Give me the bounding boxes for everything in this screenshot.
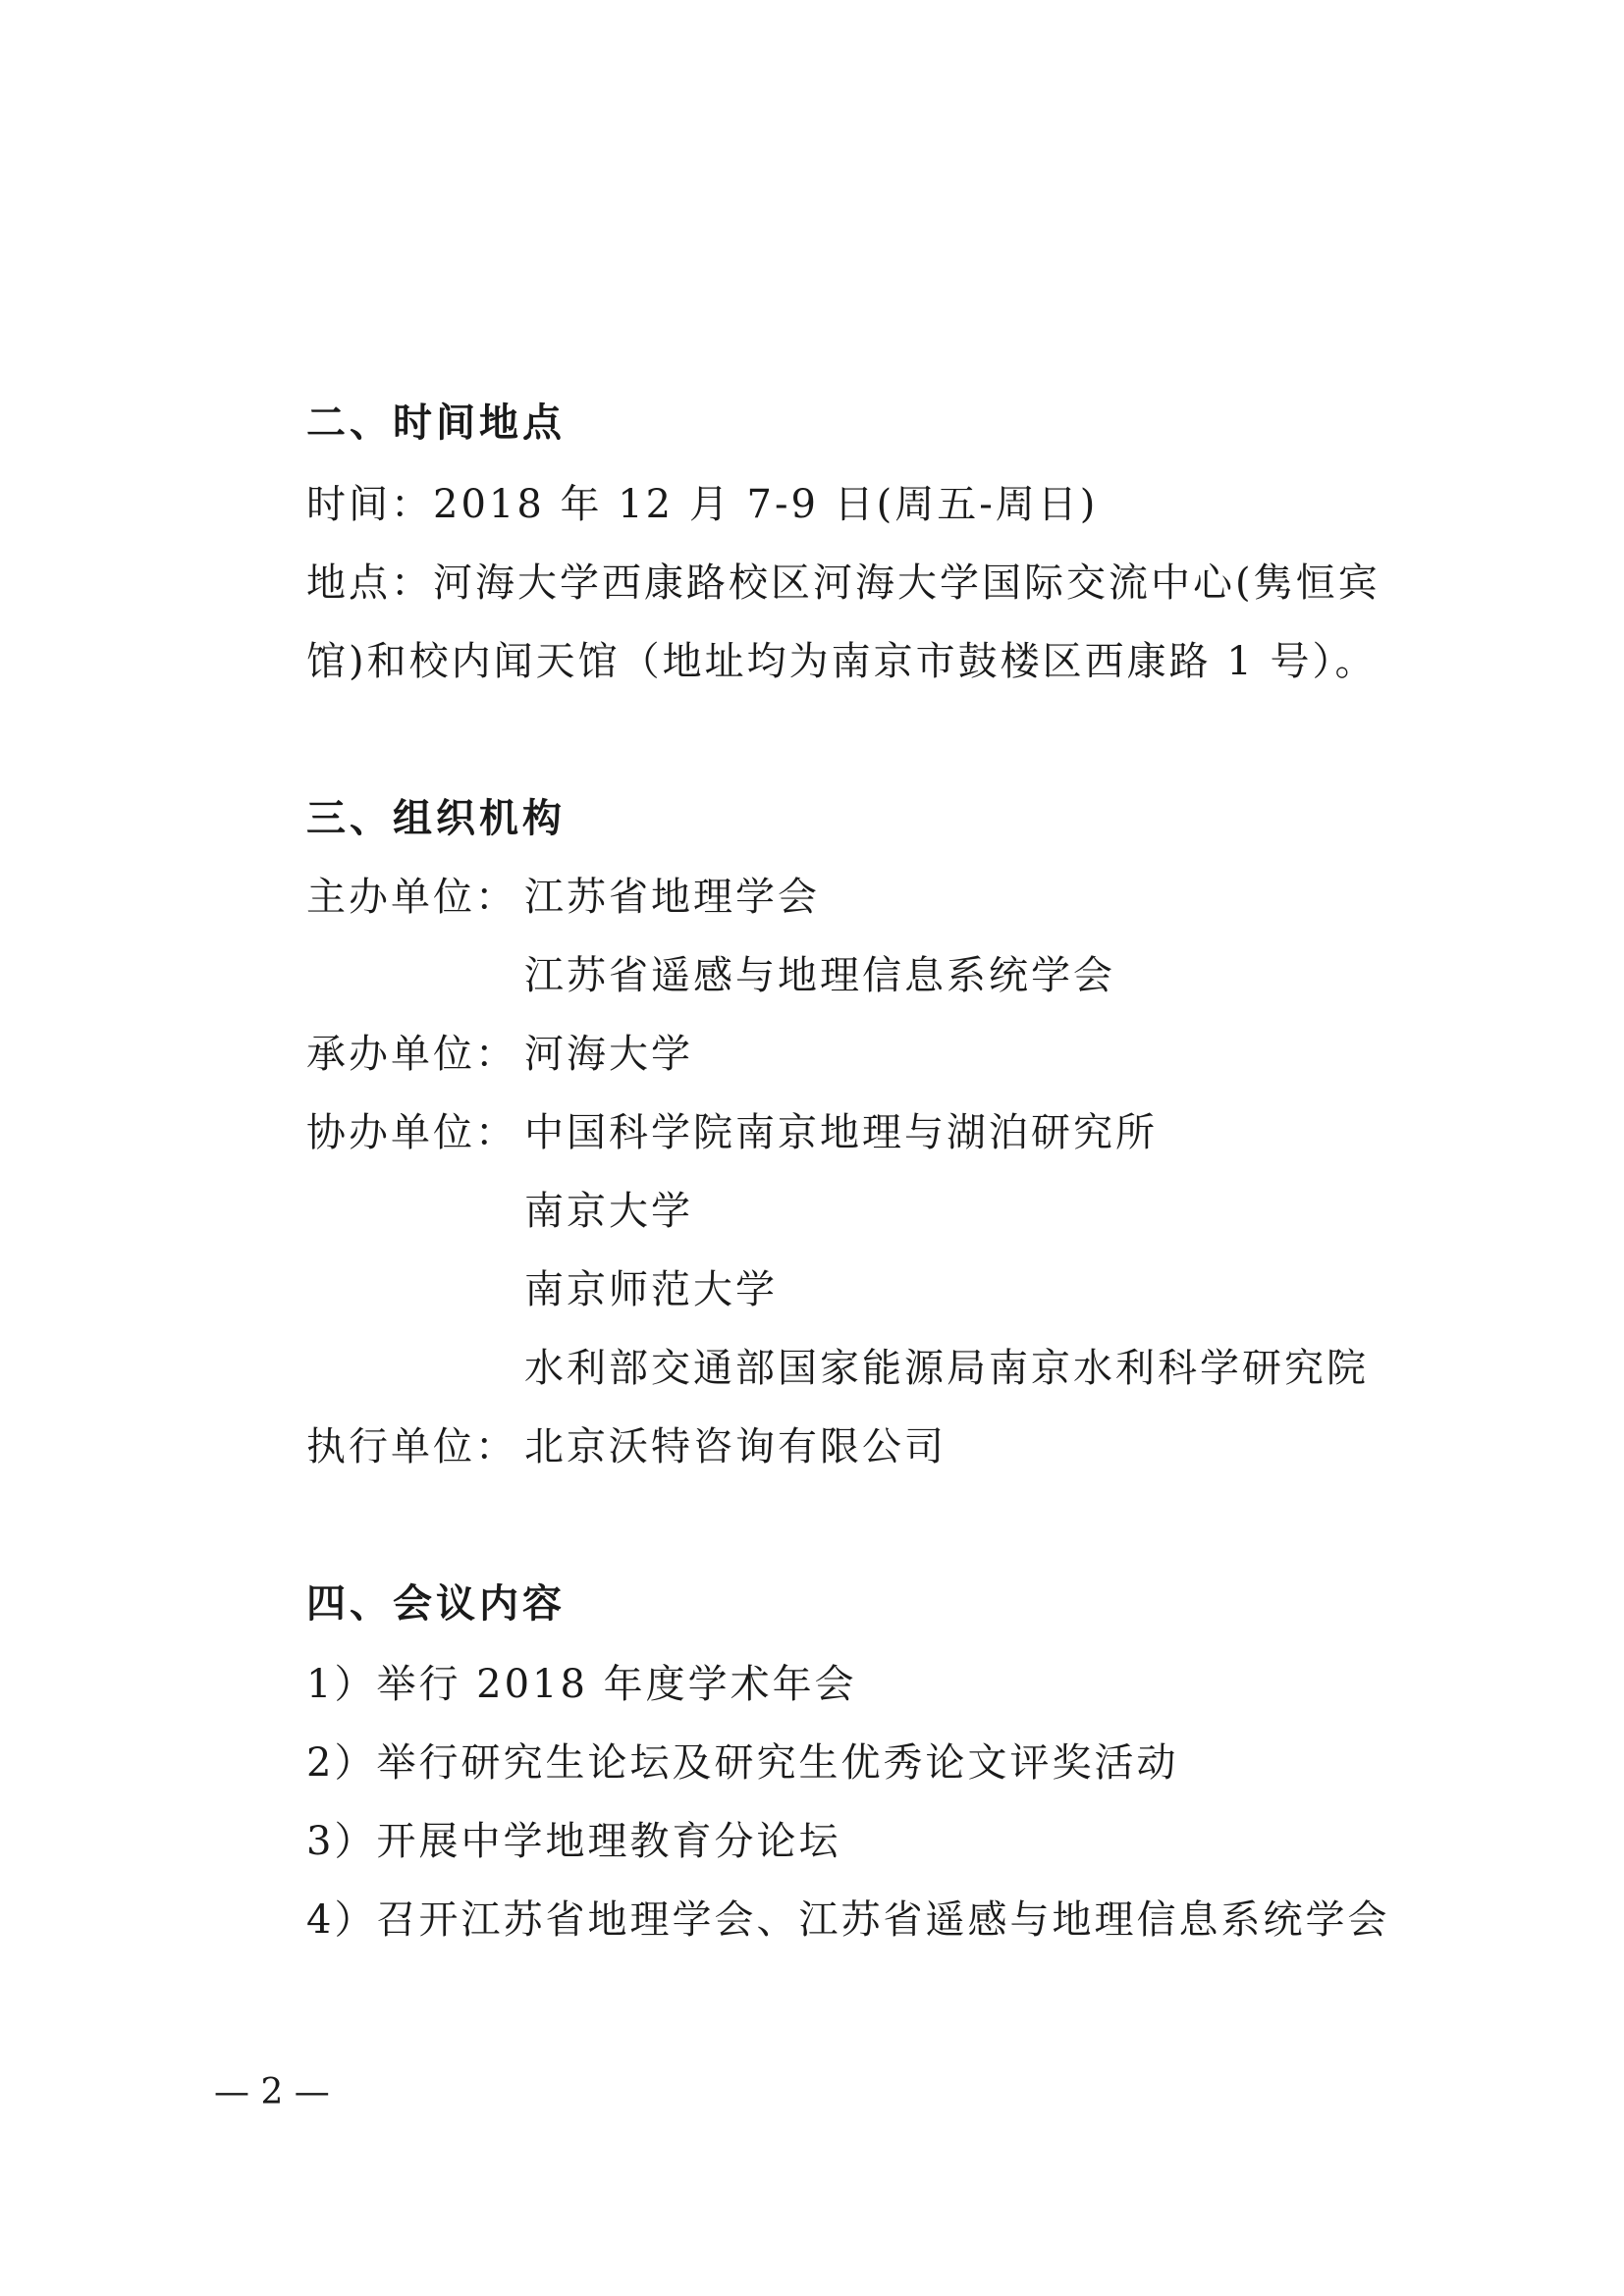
place-line-1: 地点：河海大学西康路校区河海大学国际交流中心(隽恒宾 [306, 561, 1380, 606]
co-organizer-name: 中国科学院南京地理与湖泊研究所 [524, 1110, 1158, 1155]
co-organizer-name: 南京师范大学 [524, 1267, 778, 1312]
place-line-2: 馆)和校内闻天馆（地址均为南京市鼓楼区西康路 1 号）。 [306, 639, 1378, 684]
time-line: 时间：2018 年 12 月 7-9 日(周五-周日) [306, 482, 1099, 527]
section-heading-time-place: 二、时间地点 [306, 400, 566, 446]
page-number: — 2 — [214, 2072, 330, 2112]
organizer-name: 河海大学 [524, 1032, 693, 1077]
executor-row [306, 1419, 947, 1474]
organizer-label: 承办单位： [306, 1032, 517, 1077]
host-name: 江苏省遥感与地理信息系统学会 [524, 953, 1115, 998]
organizer-row [306, 1027, 693, 1082]
content-item: 3）开展中学地理教育分论坛 [306, 1819, 841, 1864]
section-heading-content: 四、会议内容 [306, 1581, 566, 1627]
host-name: 江苏省地理学会 [524, 875, 820, 920]
content-item: 4）召开江苏省地理学会、江苏省遥感与地理信息系统学会 [306, 1897, 1390, 1943]
executor-name: 北京沃特咨询有限公司 [524, 1424, 947, 1469]
co-organizer-name: 南京大学 [524, 1189, 693, 1234]
executor-label: 执行单位： [306, 1424, 517, 1469]
co-organizer-name: 水利部交通部国家能源局南京水利科学研究院 [524, 1346, 1369, 1391]
co-organizer-label: 协办单位： [306, 1110, 517, 1155]
host-label: 主办单位： [306, 875, 517, 920]
co-organizer-row [306, 1105, 1158, 1160]
content-item: 1）举行 2018 年度学术年会 [306, 1662, 857, 1707]
section-heading-organization: 三、组织机构 [306, 796, 566, 841]
content-item: 2）举行研究生论坛及研究生优秀论文评奖活动 [306, 1740, 1179, 1786]
host-row [306, 870, 820, 925]
